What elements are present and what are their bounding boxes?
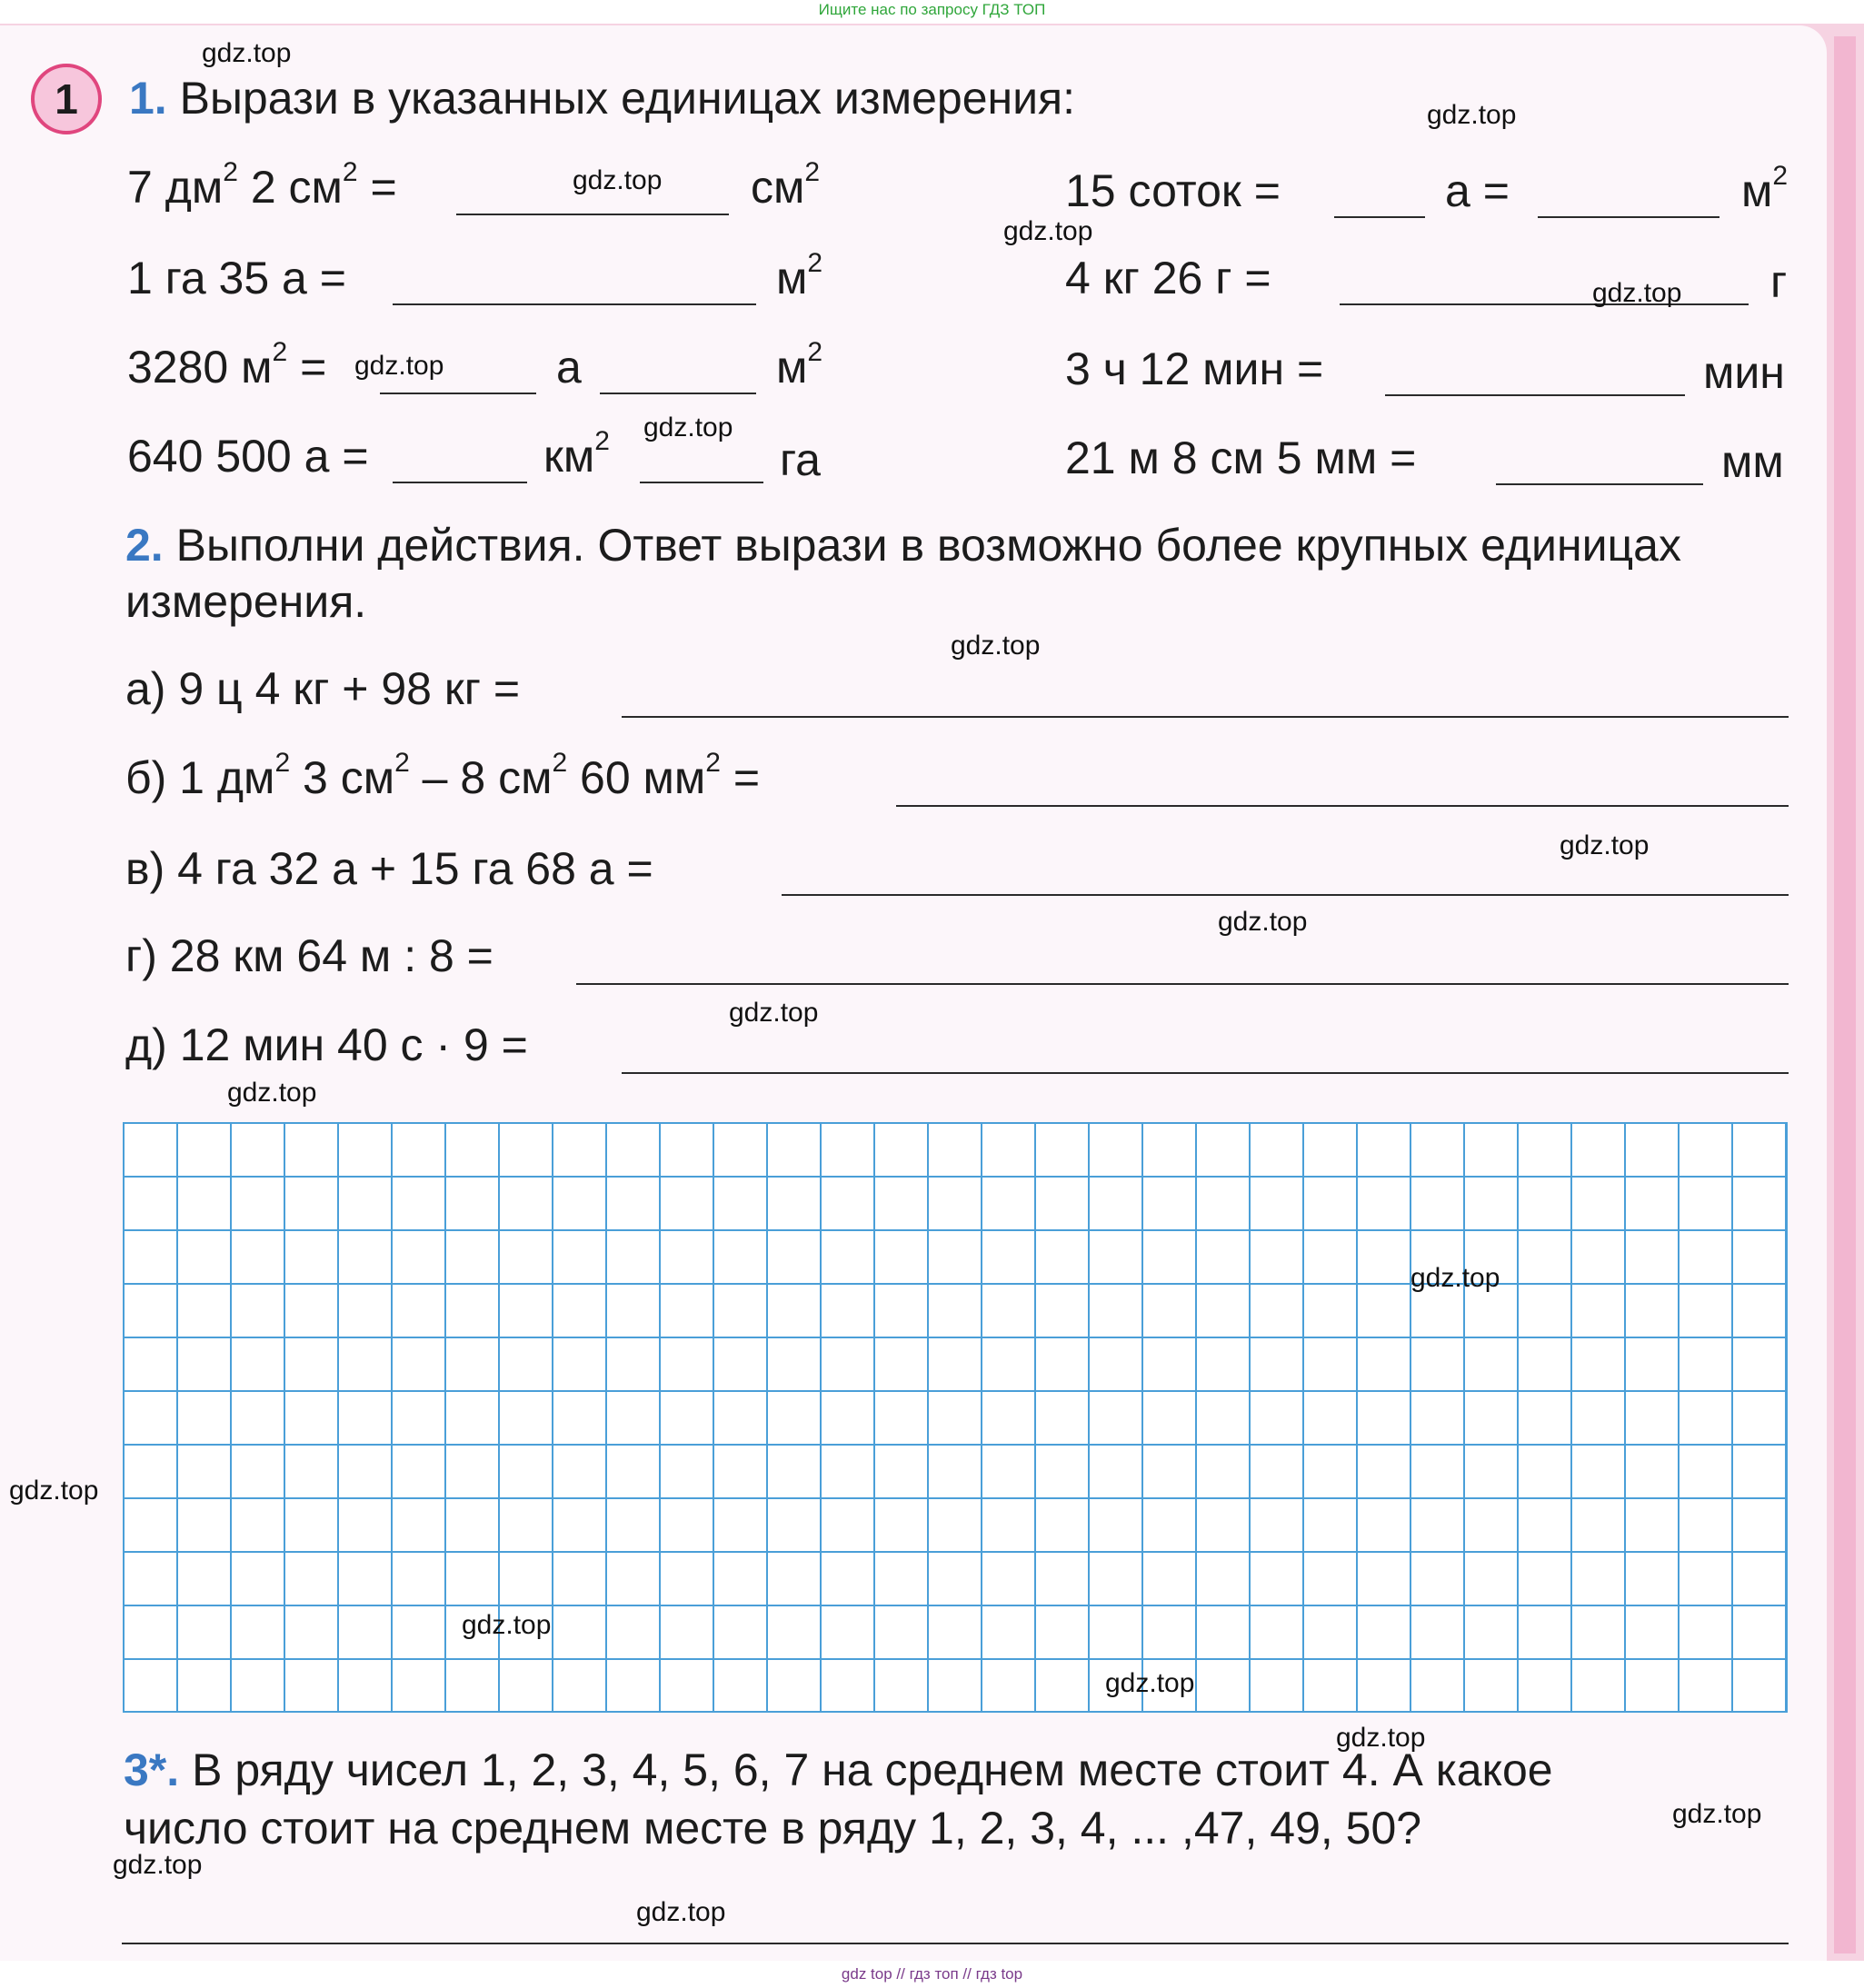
- answer-line[interactable]: [1538, 216, 1719, 218]
- task2-title-line2: измерения.: [125, 576, 367, 627]
- task1-r4-right: 21 м 8 см 5 мм =: [1065, 432, 1417, 483]
- task1-r3-left-unit: $м^2$: [776, 337, 823, 393]
- answer-line[interactable]: [896, 805, 1789, 807]
- task1-r2-right: 4 кг 26 г =: [1065, 253, 1271, 303]
- task1-number: 1.: [129, 73, 167, 124]
- watermark: gdz.top: [202, 38, 292, 68]
- task1-r1-right-mid: а =: [1445, 165, 1510, 216]
- watermark: gdz.top: [1410, 1263, 1500, 1293]
- task1-r4-left: 640 500 а =: [127, 431, 369, 482]
- watermark: gdz.top: [1427, 100, 1517, 130]
- answer-line[interactable]: [1334, 216, 1425, 218]
- task1-r1-left-unit: $см^2$: [751, 157, 821, 213]
- task3-number: 3*.: [124, 1744, 180, 1795]
- top-banner-text: Ищите нас по запросу ГДЗ ТОП: [818, 1, 1046, 18]
- answer-line[interactable]: [1496, 483, 1703, 485]
- task1-r3-left-mid: а: [556, 342, 582, 393]
- task1-r4-left-mid: $км^2$: [543, 426, 610, 482]
- watermark: gdz.top: [354, 351, 444, 381]
- watermark: gdz.top: [113, 1850, 203, 1880]
- watermark: gdz.top: [1592, 278, 1682, 308]
- watermark: gdz.top: [462, 1610, 552, 1640]
- watermark: gdz.top: [1336, 1723, 1426, 1753]
- answer-line[interactable]: [600, 393, 756, 394]
- work-grid[interactable]: [123, 1122, 1788, 1713]
- task3-text-line1: В ряду чисел 1, 2, 3, 4, 5, 6, 7 на среднем месте стоит 4. А какое: [192, 1744, 1553, 1795]
- watermark: gdz.top: [951, 631, 1041, 661]
- task1-title-row: [129, 71, 1075, 125]
- watermark: gdz.top: [1672, 1799, 1762, 1829]
- page-number-badge: 1: [31, 64, 102, 134]
- answer-line[interactable]: [380, 393, 536, 394]
- task2-item-v: в) 4 га 32 а + 15 га 68 а =: [125, 843, 653, 894]
- watermark: gdz.top: [9, 1476, 99, 1506]
- task1-r3-right: 3 ч 12 мин =: [1065, 343, 1324, 394]
- top-banner: [0, 0, 1864, 24]
- task3-text-line2: число стоит на среднем месте в ряду 1, 2, 3, 4, ... ,47, 49, 50?: [124, 1803, 1422, 1854]
- task1-r3-right-unit: мин: [1703, 347, 1785, 398]
- answer-line[interactable]: [1340, 303, 1749, 305]
- task2-number: 2.: [125, 520, 164, 571]
- watermark: gdz.top: [729, 998, 819, 1028]
- answer-line[interactable]: [640, 482, 763, 483]
- watermark: gdz.top: [1003, 216, 1093, 246]
- watermark: gdz.top: [1218, 907, 1308, 937]
- task2-title-row: [125, 518, 1681, 572]
- answer-line[interactable]: [456, 214, 729, 215]
- answer-line[interactable]: [782, 894, 1789, 896]
- bottom-banner-text: gdz top // гдз топ // гдз top: [841, 1965, 1023, 1983]
- answer-line[interactable]: [576, 983, 1789, 985]
- task1-r1-right-unit: $м^2$: [1741, 161, 1789, 216]
- answer-line[interactable]: [622, 716, 1789, 718]
- task1-r1-right: 15 соток =: [1065, 165, 1281, 216]
- task2-item-d: д) 12 мин 40 с · 9 =: [125, 1019, 528, 1070]
- answer-line[interactable]: [393, 303, 756, 305]
- answer-line[interactable]: [393, 482, 527, 483]
- watermark: gdz.top: [643, 413, 733, 442]
- watermark: gdz.top: [573, 165, 663, 195]
- watermark: gdz.top: [227, 1078, 317, 1108]
- page-edge-stripe: [1834, 36, 1856, 1953]
- answer-line[interactable]: [122, 1943, 1789, 1944]
- bottom-banner: [0, 1961, 1864, 1988]
- task2-title-line1: Выполни действия. Ответ вырази в возможно более крупных единицах: [175, 520, 1681, 571]
- watermark: gdz.top: [636, 1897, 726, 1927]
- watermark: gdz.top: [1105, 1668, 1195, 1698]
- answer-line[interactable]: [622, 1072, 1789, 1074]
- watermark: gdz.top: [1560, 830, 1650, 860]
- task1-r2-right-unit: г: [1770, 256, 1788, 307]
- task1-r2-left-unit: $м^2$: [776, 248, 823, 303]
- answer-line[interactable]: [1385, 394, 1685, 396]
- task1-r4-left-unit: га: [780, 434, 821, 485]
- task1-r2-left: 1 га 35 а =: [127, 253, 346, 303]
- task2-item-g: г) 28 км 64 м : 8 =: [125, 930, 493, 981]
- task1-r1-left: 7 $дм^2$ 2 $см^2$ =: [127, 157, 397, 213]
- task2-item-a: а) 9 ц 4 кг + 98 кг =: [125, 663, 521, 714]
- task1-title: Вырази в указанных единицах измерения:: [179, 73, 1076, 124]
- task1-r3-left: 3280 $м^2$ =: [127, 337, 327, 393]
- task2-item-b: б) 1 $дм^2$ 3 $см^2 - 8$ $см^2$ 60 $мм^2$ =: [125, 748, 761, 803]
- task1-r4-right-unit: мм: [1721, 436, 1784, 487]
